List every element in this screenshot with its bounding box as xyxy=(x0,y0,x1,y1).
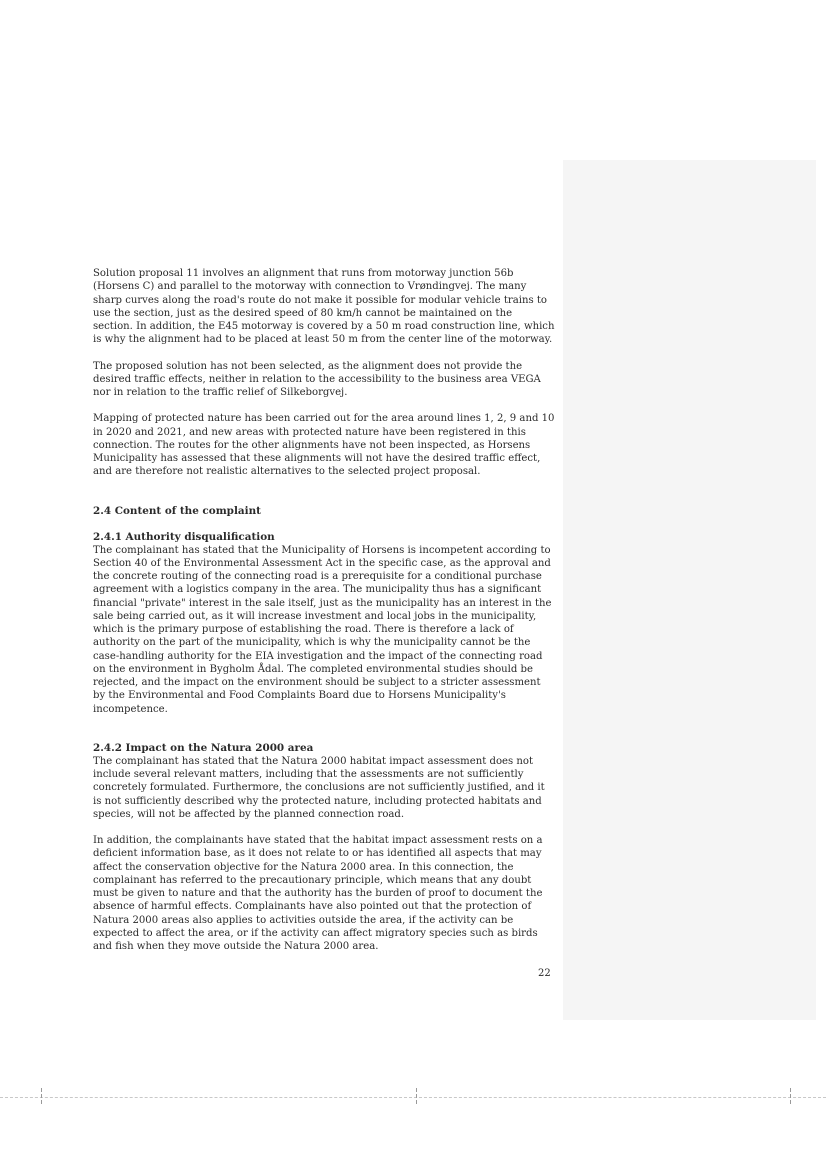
paragraph-not-selected: The proposed solution has not been selected, as the alignment does not provide the desired traffic effects, neither in relation to the accessibility to the business area VEGA nor in relation to the traffic relief of Silkeborgvej. xyxy=(93,360,541,398)
subsection-heading-natura: 2.4.2 Impact on the Natura 2000 area xyxy=(93,741,314,754)
paragraph-mapping: Mapping of protected nature has been carried out for the area around lines 1, 2, 9 and 10 in 2020 and 2021, and new areas with protected nature have been registered in this connection. The routes for the other alignments have not been inspected, as Horsens Municipality has assessed that these alignments will not have the desired traffic effect, and are therefore not realistic alternatives to the selected project proposal. xyxy=(93,413,555,478)
scan-mark-left xyxy=(39,1086,43,1108)
section-heading-complaint: 2.4 Content of the complaint xyxy=(93,504,261,517)
subsection-heading-authority: 2.4.1 Authority disqualification xyxy=(93,530,275,543)
paragraph-natura-2: In addition, the complainants have stated that the habitat impact assessment rests on a deficient information base, as it does not relate to or has identified all aspects that may affect the conservation objective for the Natura 2000 area. In this connection, the complainant has referred to the precautionary principle, which means that any doubt must be given to nature and that the authority has the burden of proof to document the absence of harmful effects. Complainants have also pointed out that the protection of Natura 2000 areas also applies to activities outside the area, if the activity can be expected to affect the area, or if the activity can affect migratory species such as birds and fish when they move outside the Natura 2000 area. xyxy=(93,835,543,952)
scan-mark-right xyxy=(788,1086,792,1108)
scan-fold-line xyxy=(0,1097,826,1098)
margin-panel xyxy=(563,160,816,1020)
document-body xyxy=(93,267,555,966)
paragraph-solution-proposal: Solution proposal 11 involves an alignment that runs from motorway junction 56b (Horsens C) and parallel to the motorway with connection to Vrøndingvej. The many sharp curves along the road's route do not make it possible for modular vehicle trains to use the section, just as the desired speed of 80 km/h cannot be maintained on the section. In addition, the E45 motorway is covered by a 50 m road construction line, which is why the alignment had to be placed at least 50 m from the center line of the motorway. xyxy=(93,268,555,346)
paragraph-natura-1: The complainant has stated that the Natura 2000 habitat impact assessment does not include several relevant matters, including that the assessments are not sufficiently concretely formulated. Furthermore, the conclusions are not sufficiently justified, and it is not sufficiently described why the protected nature, including protected habitats and species, will not be affected by the planned connection road. xyxy=(93,755,545,820)
scan-mark-center xyxy=(414,1086,418,1108)
paragraph-authority: The complainant has stated that the Municipality of Horsens is incompetent according to Section 40 of the Environmental Assessment Act in the specific case, as the approval and the concrete routing of the connecting road is a prerequisite for a conditional purchase agreement with a logistics company in the area. The municipality thus has a significant financial "private" interest in the sale itself, just as the municipality has an interest in the sale being carried out, as it will increase investment and local jobs in the municipality, which is the primary purpose of establishing the road. There is therefore a lack of authority on the part of the municipality, which is why the municipality cannot be the case-handling authority for the EIA investigation and the impact of the connecting road on the environment in Bygholm Ådal. The completed environmental studies should be rejected, and the impact on the environment should be subject to a stricter assessment by the Environmental and Food Complaints Board due to Horsens Municipality's incompetence. xyxy=(93,544,552,715)
page-number: 22 xyxy=(538,968,551,979)
